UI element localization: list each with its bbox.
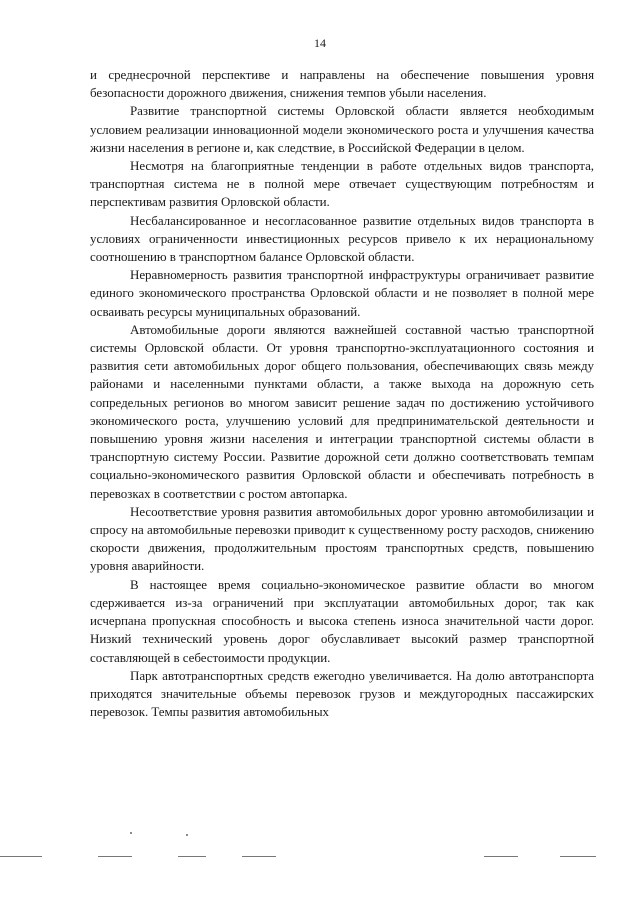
paragraph-2: Развитие транспортной системы Орловской области является необходимым условием реализации инновационной модели экономического роста и улучшения качества жизни населения в регионе и, как следствие, в Российской Федерации в целом.	[90, 103, 594, 155]
paragraph-5: Неравномерность развития транспортной инфраструктуры ограничивает развитие единого экономического пространства Орловской области и не позволяет в полной мере осваивать ресурсы муниципальных образований.	[90, 267, 594, 319]
paragraph-4: Несбалансированное и несогласованное развитие отдельных видов транспорта в условиях ограниченности инвестиционных ресурсов привело к их нерациональному соотношению в транспортном балансе Орловской области.	[90, 212, 594, 265]
paragraph-6: Автомобильные дороги являются важнейшей составной частью транспортной системы Орловской области. От уровня транспортно-эксплуатационного состояния и развития сети автомобильных дорог общего пользования, обеспечивающих связь между районами и населенными пунктами области, а также выхода на дорожную сеть сопредельных регионов во многом зависит решение задач по достижению устойчивого экономического роста, улучшению условий для предпринимательской деятельности и повышению уровня жизни населения и интеграции транспортной системы области в транспортную систему России. Развитие дорожной сети должно соответствовать темпам социально-экономического развития Орловской области и обеспечивать потребность в перевозках в соответствии с ростом автопарка.	[90, 321, 594, 501]
scan-speck	[186, 834, 188, 836]
scan-speck	[130, 832, 132, 834]
paragraph-9: Парк автотранспортных средств ежегодно увеличивается. На долю автотранспорта приходятся значительные объемы перевозок грузов и междугородных пассажирских перевозок. Темпы развития автомобильных	[90, 667, 594, 720]
scan-rule	[0, 856, 42, 857]
page-number: 14	[314, 36, 326, 50]
document-body	[90, 66, 594, 721]
scan-rule	[178, 856, 206, 857]
scan-rule	[484, 856, 518, 857]
scan-rule	[98, 856, 132, 857]
scan-rule	[242, 856, 276, 857]
paragraph-8: В настоящее время социально-экономическое развитие области во многом сдерживается из-за ограничений при эксплуатации автомобильных дорог, так как исчерпана пропускная способность и высока степень износа значительной части дорог. Низкий технический уровень дорог обуславливает высокий размер транспортной составляющей в себестоимости продукции.	[90, 576, 594, 665]
paragraph-1: и среднесрочной перспективе и направлены на обеспечение повышения уровня безопасности дорожного движения, снижения темпов убыли населения.	[90, 67, 594, 101]
scan-footer-artifacts	[0, 856, 640, 876]
scan-rule	[560, 856, 596, 857]
paragraph-3: Несмотря на благоприятные тенденции в работе отдельных видов транспорта, транспортная система не в полной мере отвечает существующим потребностям и перспективам развития Орловской области.	[90, 158, 594, 210]
paragraph-7: Несоответствие уровня развития автомобильных дорог уровню автомобилизации и спросу на автомобильные перевозки приводит к существенному росту расходов, снижению скорости движения, продолжительным простоям транспортных средств, повышению уровня аварийности.	[90, 503, 594, 574]
